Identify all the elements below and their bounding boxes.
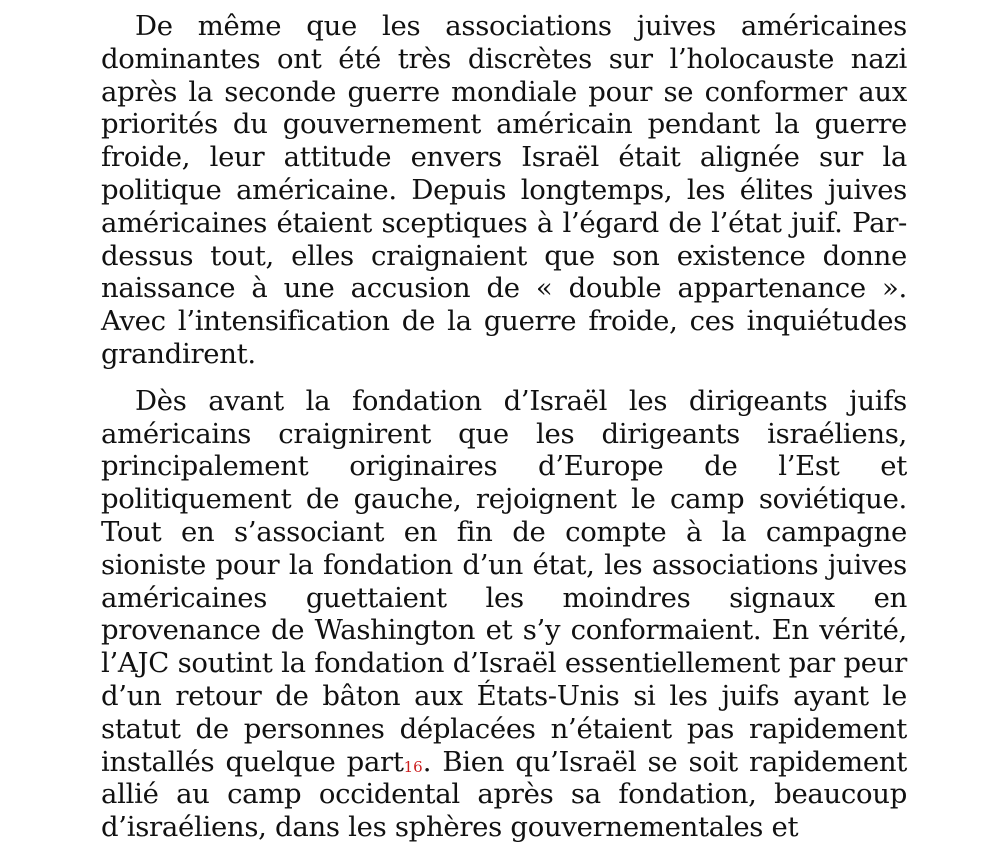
document-body — [101, 10, 907, 858]
paragraph-2-text-before-note: Dès avant la fondation d’Israël les dirigeants juifs américains craignirent que les dirigeants israéliens, principalement originaires d’Europe de l’Est et politiquement de gauche, rejoignent le camp soviétique. Tout en s’associant en fin de compte à la campagne sioniste pour la fondation d’un état, les associations juives américaines guettaient les moindres signaux en provenance de Washington et s’y conformaient. En vérité, l’AJC soutint la fondation d’Israël essentiellement par peur d’un retour de bâton aux États-Unis si les juifs ayant le statut de personnes déplacées n’étaient pas rapidement installés quelque part — [101, 384, 907, 778]
paragraph-2-text-after-note: . Bien qu’Israël se soit rapidement allié au camp occidental après sa fondation, beaucoup d’israéliens, dans les sphères gouvernementales et — [101, 745, 907, 844]
footnote-link-16[interactable]: 16 — [403, 757, 423, 776]
paragraph-1-text: De même que les associations juives américaines dominantes ont été très discrètes sur l’holocauste nazi après la seconde guerre mondiale pour se conformer aux priorités du gouvernement américain pendant la guerre froide, leur attitude envers Israël était alignée sur la politique américaine. Depuis longtemps, les élites juives américaines étaient sceptiques à l’égard de l’état juif. Par-dessus tout, elles craignaient que son existence donne naissance à une accusion de « double appartenance ». Avec l’intensification de la guerre froide, ces inquiétudes grandirent. — [101, 10, 907, 370]
paragraph-2 — [101, 385, 907, 844]
paragraph-1 — [101, 10, 907, 371]
